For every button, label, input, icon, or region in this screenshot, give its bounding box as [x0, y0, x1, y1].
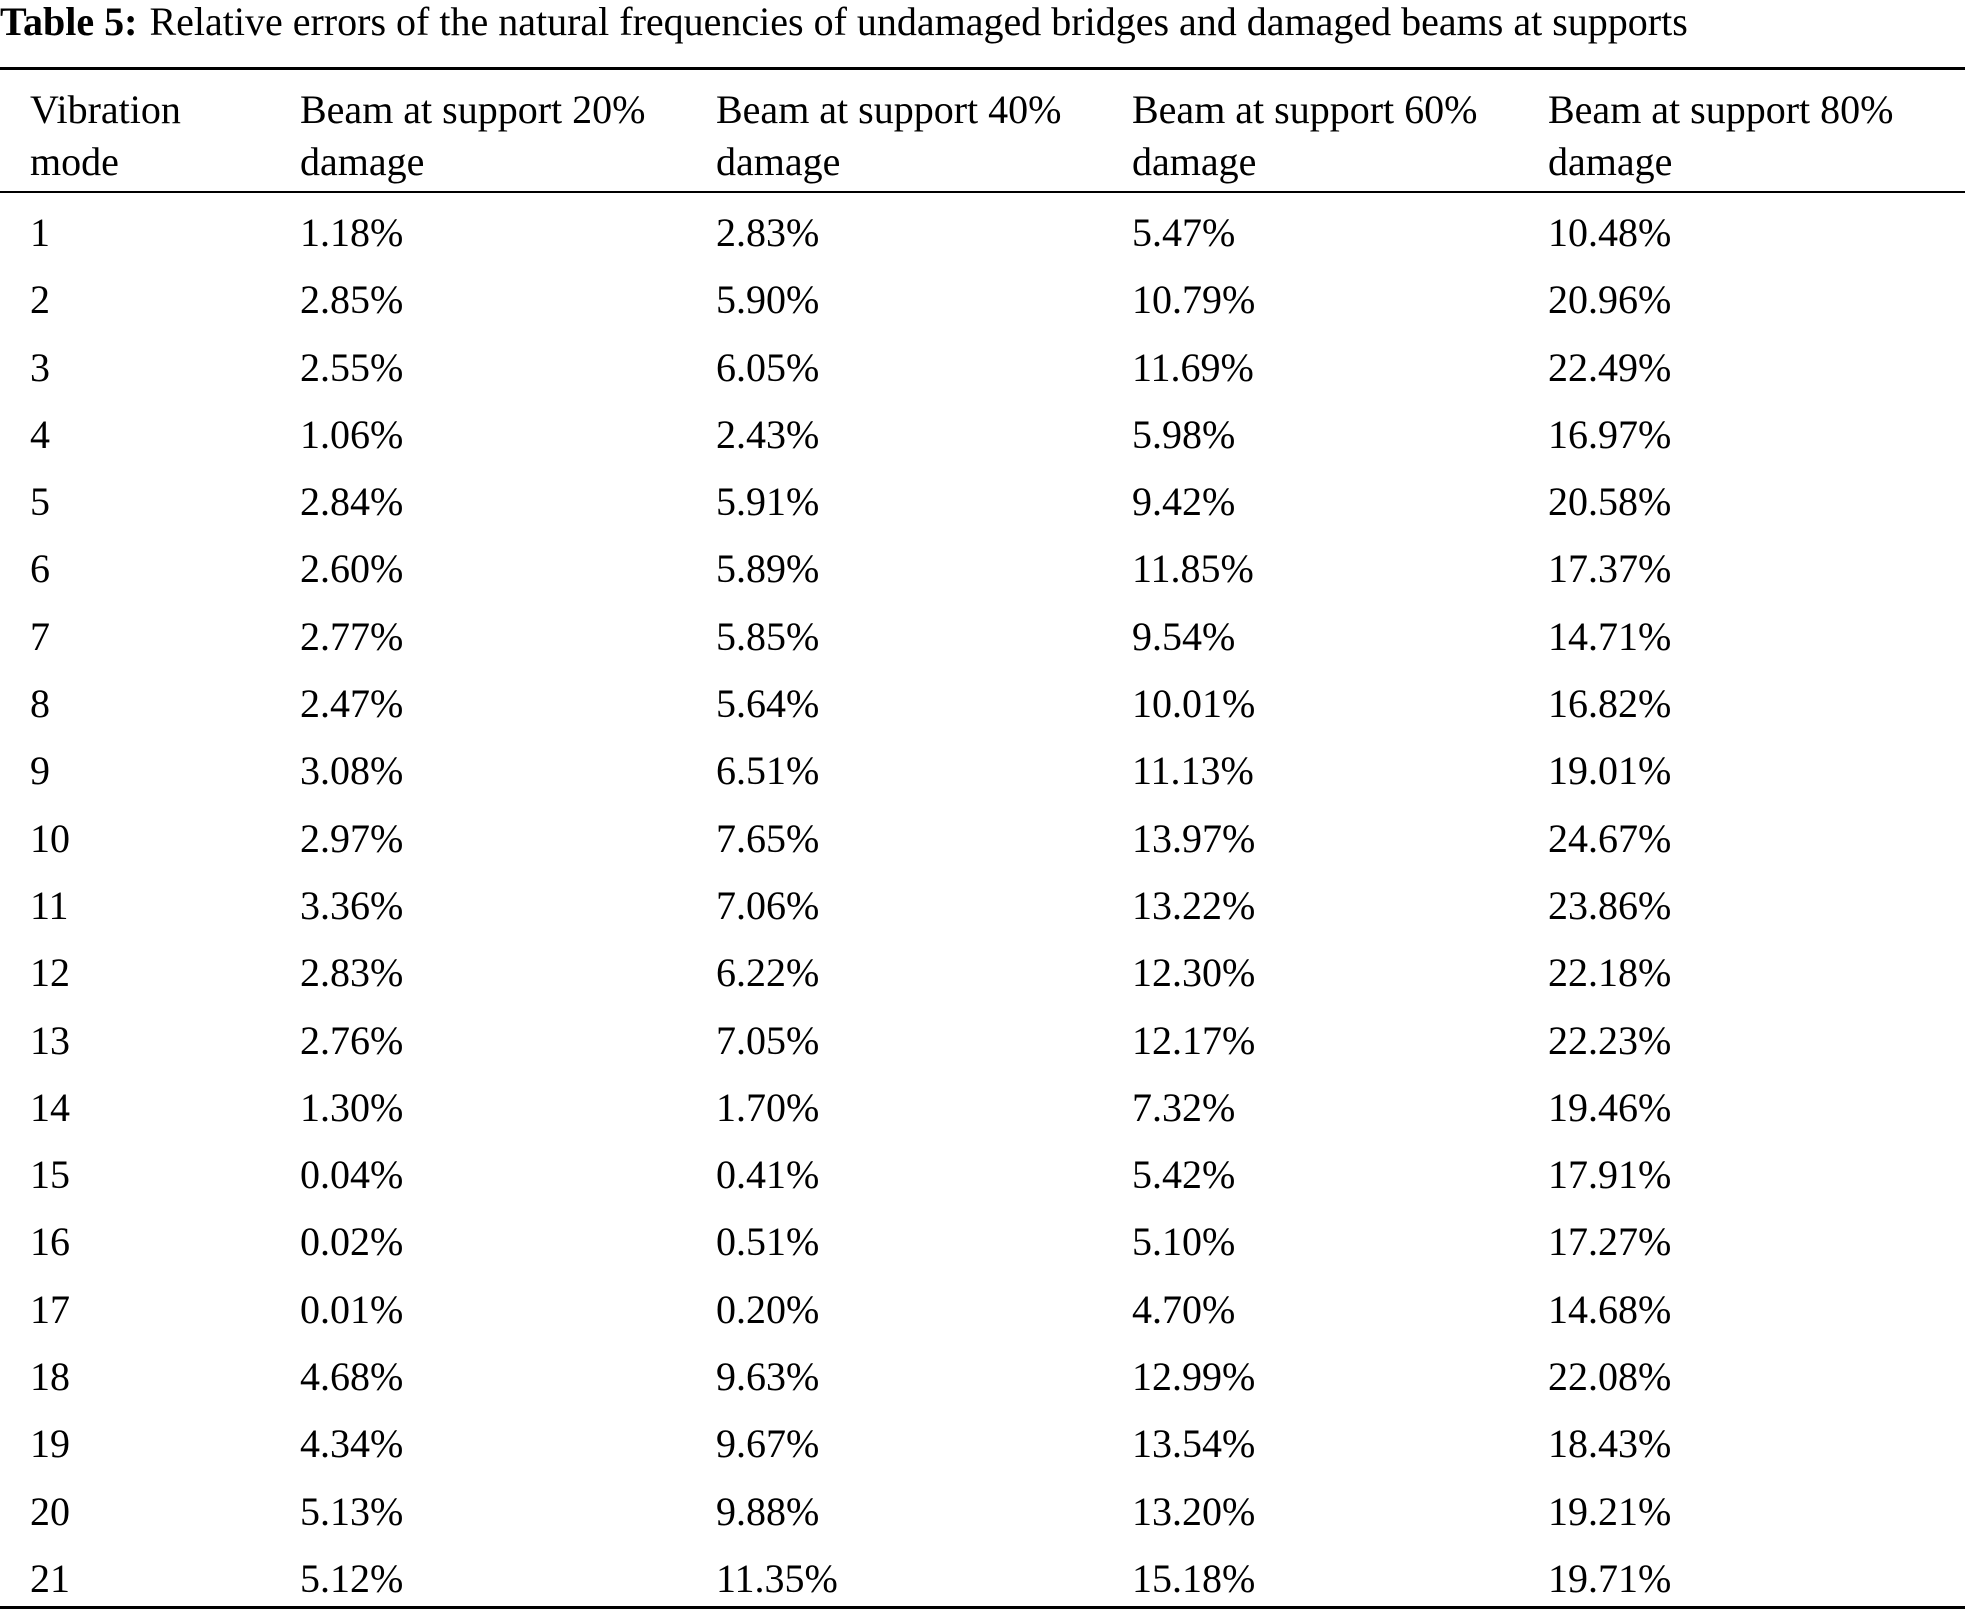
vibration-mode-cell: 13 — [30, 1017, 70, 1063]
table-row — [0, 205, 1965, 272]
table-row — [0, 1214, 1965, 1281]
damage-80-cell: 19.71% — [1548, 1555, 1672, 1601]
table-body — [0, 205, 1965, 1618]
damage-20-cell: 0.01% — [300, 1286, 404, 1332]
damage-80-cell: 22.08% — [1548, 1354, 1672, 1400]
vibration-mode-cell: 7 — [30, 613, 50, 659]
damage-40-cell: 1.70% — [716, 1084, 820, 1130]
damage-80-cell: 16.97% — [1548, 411, 1672, 457]
damage-40-cell: 2.43% — [716, 411, 820, 457]
damage-20-cell: 2.83% — [300, 950, 404, 996]
damage-80-cell: 10.48% — [1548, 210, 1672, 255]
damage-20-cell: 2.60% — [300, 546, 404, 592]
table-caption — [0, 0, 1965, 56]
damage-80-cell: 17.91% — [1548, 1152, 1672, 1198]
header-damage-40: Beam at support 40% damage — [716, 87, 1062, 184]
damage-60-cell: 13.97% — [1132, 815, 1256, 861]
damage-80-cell: 23.86% — [1548, 882, 1672, 928]
damage-80-cell: 24.67% — [1548, 815, 1672, 861]
damage-40-cell: 5.89% — [716, 546, 820, 592]
table-row — [0, 541, 1965, 608]
damage-80-cell: 20.58% — [1548, 479, 1672, 525]
header-damage-60: Beam at support 60% damage — [1132, 87, 1478, 184]
damage-20-cell: 0.02% — [300, 1219, 404, 1265]
damage-40-cell: 7.05% — [716, 1017, 820, 1063]
damage-40-cell: 11.35% — [716, 1555, 838, 1601]
damage-20-cell: 2.47% — [300, 681, 404, 727]
damage-80-cell: 17.27% — [1548, 1219, 1672, 1265]
damage-40-cell: 0.20% — [716, 1286, 820, 1332]
table-row — [0, 1416, 1965, 1483]
vibration-mode-cell: 17 — [30, 1286, 70, 1332]
damage-60-cell: 15.18% — [1132, 1555, 1256, 1601]
damage-20-cell: 2.76% — [300, 1017, 404, 1063]
damage-40-cell: 0.41% — [716, 1152, 820, 1198]
table-label: Table 5: — [0, 0, 138, 44]
vibration-mode-cell: 4 — [30, 411, 50, 457]
vibration-mode-cell: 11 — [30, 882, 69, 928]
damage-80-cell: 22.23% — [1548, 1017, 1672, 1063]
vibration-mode-cell: 10 — [30, 815, 70, 861]
top-rule — [0, 67, 1965, 70]
damage-20-cell: 3.36% — [300, 882, 404, 928]
damage-40-cell: 6.51% — [716, 748, 820, 794]
damage-80-cell: 19.46% — [1548, 1084, 1672, 1130]
table-row — [0, 945, 1965, 1012]
damage-40-cell: 2.83% — [716, 210, 820, 255]
table-row — [0, 1147, 1965, 1214]
table-row — [0, 474, 1965, 541]
damage-60-cell: 13.22% — [1132, 882, 1256, 928]
damage-80-cell: 14.71% — [1548, 613, 1672, 659]
damage-20-cell: 5.12% — [300, 1555, 404, 1601]
table-row — [0, 1484, 1965, 1551]
table-row — [0, 811, 1965, 878]
damage-60-cell: 9.42% — [1132, 479, 1236, 525]
vibration-mode-cell: 5 — [30, 479, 50, 525]
damage-20-cell: 2.77% — [300, 613, 404, 659]
damage-60-cell: 11.13% — [1132, 748, 1254, 794]
damage-20-cell: 2.97% — [300, 815, 404, 861]
damage-20-cell: 5.13% — [300, 1488, 404, 1534]
vibration-mode-cell: 8 — [30, 681, 50, 727]
table-row — [0, 1013, 1965, 1080]
bottom-rule — [0, 1606, 1965, 1609]
damage-80-cell: 19.21% — [1548, 1488, 1672, 1534]
damage-40-cell: 9.88% — [716, 1488, 820, 1534]
damage-80-cell: 18.43% — [1548, 1421, 1672, 1467]
table-header — [0, 84, 1965, 188]
damage-60-cell: 4.70% — [1132, 1286, 1236, 1332]
vibration-mode-cell: 18 — [30, 1354, 70, 1400]
damage-20-cell: 4.68% — [300, 1354, 404, 1400]
damage-40-cell: 0.51% — [716, 1219, 820, 1265]
damage-40-cell: 7.65% — [716, 815, 820, 861]
vibration-mode-cell: 9 — [30, 748, 50, 794]
damage-80-cell: 16.82% — [1548, 681, 1672, 727]
damage-60-cell: 5.47% — [1132, 210, 1236, 255]
damage-60-cell: 11.85% — [1132, 546, 1254, 592]
vibration-mode-cell: 19 — [30, 1421, 70, 1467]
table-row — [0, 878, 1965, 945]
damage-20-cell: 2.55% — [300, 344, 404, 390]
damage-20-cell: 4.34% — [300, 1421, 404, 1467]
header-damage-80: Beam at support 80% damage — [1548, 87, 1894, 184]
damage-40-cell: 6.22% — [716, 950, 820, 996]
damage-40-cell: 5.91% — [716, 479, 820, 525]
table-row — [0, 272, 1965, 339]
damage-80-cell: 14.68% — [1548, 1286, 1672, 1332]
header-vibration-mode: Vibration mode — [30, 87, 181, 184]
damage-40-cell: 5.90% — [716, 277, 820, 323]
damage-20-cell: 1.30% — [300, 1084, 404, 1130]
damage-80-cell: 17.37% — [1548, 546, 1672, 592]
damage-20-cell: 1.18% — [300, 210, 404, 255]
header-rule — [0, 191, 1965, 193]
vibration-mode-cell: 16 — [30, 1219, 70, 1265]
vibration-mode-cell: 15 — [30, 1152, 70, 1198]
damage-40-cell: 7.06% — [716, 882, 820, 928]
damage-40-cell: 9.63% — [716, 1354, 820, 1400]
table-row — [0, 676, 1965, 743]
damage-60-cell: 12.99% — [1132, 1354, 1256, 1400]
damage-20-cell: 1.06% — [300, 411, 404, 457]
damage-60-cell: 10.79% — [1132, 277, 1256, 323]
damage-20-cell: 2.85% — [300, 277, 404, 323]
header-damage-20: Beam at support 20% damage — [300, 87, 646, 184]
damage-60-cell: 5.42% — [1132, 1152, 1236, 1198]
vibration-mode-cell: 2 — [30, 277, 50, 323]
vibration-mode-cell: 12 — [30, 950, 70, 996]
table-row — [0, 340, 1965, 407]
damage-80-cell: 19.01% — [1548, 748, 1672, 794]
damage-20-cell: 3.08% — [300, 748, 404, 794]
vibration-mode-cell: 3 — [30, 344, 50, 390]
damage-60-cell: 7.32% — [1132, 1084, 1236, 1130]
vibration-mode-cell: 20 — [30, 1488, 70, 1534]
damage-40-cell: 5.85% — [716, 613, 820, 659]
vibration-mode-cell: 21 — [30, 1555, 70, 1601]
damage-40-cell: 6.05% — [716, 344, 820, 390]
table-row — [0, 1349, 1965, 1416]
vibration-mode-cell: 1 — [30, 210, 50, 255]
table-row — [0, 743, 1965, 810]
damage-60-cell: 10.01% — [1132, 681, 1256, 727]
damage-60-cell: 13.20% — [1132, 1488, 1256, 1534]
damage-80-cell: 22.18% — [1548, 950, 1672, 996]
damage-60-cell: 12.30% — [1132, 950, 1256, 996]
damage-60-cell: 5.98% — [1132, 411, 1236, 457]
damage-60-cell: 12.17% — [1132, 1017, 1256, 1063]
table-row — [0, 609, 1965, 676]
damage-80-cell: 20.96% — [1548, 277, 1672, 323]
vibration-mode-cell: 14 — [30, 1084, 70, 1130]
damage-20-cell: 0.04% — [300, 1152, 404, 1198]
table-row — [0, 407, 1965, 474]
damage-40-cell: 9.67% — [716, 1421, 820, 1467]
damage-60-cell: 9.54% — [1132, 613, 1236, 659]
table-row — [0, 1080, 1965, 1147]
damage-80-cell: 22.49% — [1548, 344, 1672, 390]
vibration-mode-cell: 6 — [30, 546, 50, 592]
damage-60-cell: 11.69% — [1132, 344, 1254, 390]
damage-40-cell: 5.64% — [716, 681, 820, 727]
damage-60-cell: 13.54% — [1132, 1421, 1256, 1467]
table-row — [0, 1282, 1965, 1349]
damage-60-cell: 5.10% — [1132, 1219, 1236, 1265]
damage-20-cell: 2.84% — [300, 479, 404, 525]
table-caption-text: Relative errors of the natural frequencies of undamaged bridges and damaged beams at supports — [149, 0, 1688, 44]
